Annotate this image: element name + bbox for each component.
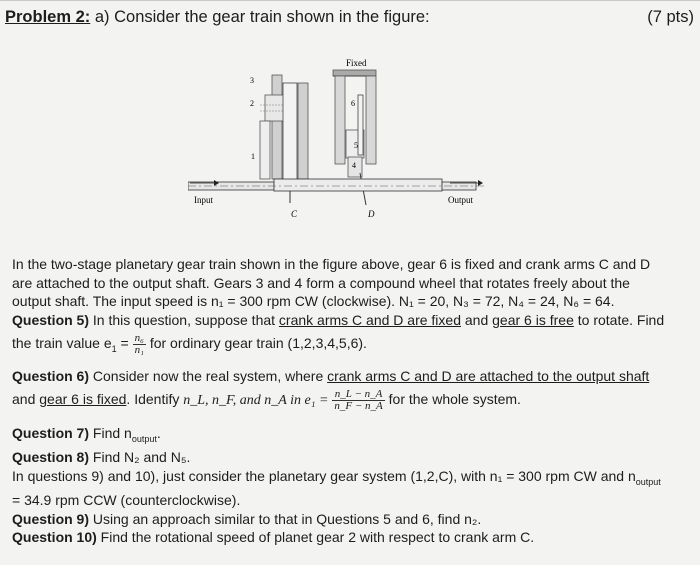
problem-part: a) Consider the gear train shown in the figure: [90, 8, 430, 26]
fixed-label: Fixed [346, 58, 367, 68]
q5-label: Question 5) [12, 311, 90, 328]
intro-line-1: In the two-stage planetary gear train shown in the figure above, gear 6 is fixed and crank arms C and D [12, 256, 651, 272]
label-4: 4 [352, 161, 356, 170]
q6-fraction: $\frac{n\_L - n\_A}{n\_F - n\_A}$ [334, 388, 383, 412]
question-5-line-2: the train value $e_1$ = $\frac{\text{n₆}}{\text{n₁}}$ for ordinary gear train (1,2,3,4,5,6). [12, 332, 367, 356]
q6-label: Question 6) [12, 367, 90, 384]
points-label: (7 pts) [647, 8, 694, 26]
label-2: 2 [250, 99, 254, 108]
intro-9-10-line-1: In questions 9) and 10), just consider the planetary gear system (1,2,C), with n₁ = 300 rpm CW and $n_{output}$ [12, 467, 661, 487]
label-5: 5 [354, 141, 358, 150]
question-6-line-1: Question 6) Consider now the real system, where crank arms C and D are attached to the output shaft [12, 367, 650, 384]
problem-header [5, 8, 694, 27]
intro-line-2: are attached to the output shaft. Gears 3 and 4 form a compound wheel that rotates freely about the [12, 274, 630, 291]
label-d: D [368, 209, 375, 219]
label-3: 3 [250, 76, 254, 85]
question-10: Question 10) Find the rotational speed of planet gear 2 with respect to crank arm C. [12, 529, 535, 546]
problem-label: Problem 2: [5, 8, 91, 26]
q5-fraction: $\frac{\text{n₆}}{\text{n₁}}$ [134, 332, 144, 356]
question-9: Question 9) Using an approach similar to that in Questions 5 and 6, find n₂. [12, 510, 482, 527]
input-label: Input [194, 195, 213, 205]
gear-train-figure [188, 55, 488, 220]
question-8: Question 8) Find N₂ and N₅. [12, 449, 191, 466]
intro-line-3: output shaft. The input speed is n₁ = 300 rpm CW (clockwise). N₁ = 20, N₃ = 72, N₄ = 24, N₆ = 64. [12, 293, 615, 309]
label-c: C [291, 209, 298, 219]
top-border [0, 0, 700, 1]
question-7: Question 7) Find $n_{output}$. [12, 425, 161, 444]
question-6-line-2: and gear 6 is fixed. Identify n_L, n_F, and n_A in e₁ = $\frac{n\_L - n\_A}{n\_F - n\_A}$ for the whole system. [12, 388, 521, 412]
output-label: Output [448, 195, 474, 205]
problem-body [12, 255, 694, 547]
question-5-line-1: Question 5) In this question, suppose that crank arms C and D are fixed and gear 6 is free to rotate. Find [12, 311, 665, 328]
label-1: 1 [251, 152, 255, 161]
intro-9-10-line-2: = 34.9 rpm CCW (counterclockwise). [12, 492, 241, 509]
label-6: 6 [351, 99, 355, 108]
